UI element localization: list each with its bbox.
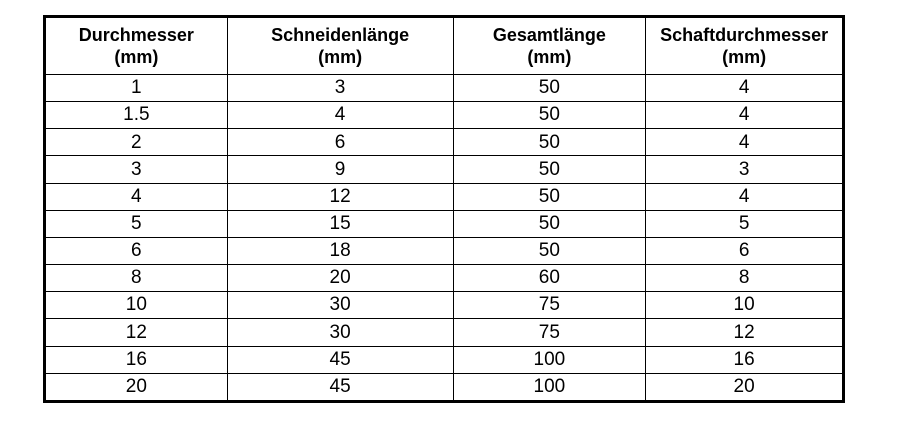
table-row bbox=[45, 183, 844, 210]
cell-total-length: 100 bbox=[453, 346, 646, 373]
cell-diameter: 2 bbox=[45, 129, 228, 156]
cell-diameter: 1 bbox=[45, 75, 228, 102]
table-row bbox=[45, 102, 844, 129]
cell-total-length: 50 bbox=[453, 210, 646, 237]
cell-cutting-length: 4 bbox=[227, 102, 453, 129]
cell-shank-diameter: 16 bbox=[646, 346, 844, 373]
cell-shank-diameter: 8 bbox=[646, 265, 844, 292]
cell-cutting-length: 30 bbox=[227, 319, 453, 346]
header-cutting-length-label: Schneidenlänge bbox=[271, 24, 410, 45]
cell-cutting-length: 15 bbox=[227, 210, 453, 237]
cell-total-length: 50 bbox=[453, 102, 646, 129]
cell-diameter: 8 bbox=[45, 265, 228, 292]
cell-shank-diameter: 4 bbox=[646, 102, 844, 129]
cell-total-length: 100 bbox=[453, 373, 646, 401]
cell-cutting-length: 30 bbox=[227, 292, 453, 319]
cell-total-length: 50 bbox=[453, 156, 646, 183]
cell-cutting-length: 9 bbox=[227, 156, 453, 183]
header-diameter-label: Durchmesser bbox=[78, 24, 194, 45]
table-row bbox=[45, 237, 844, 264]
header-shank-diameter-label: Schaftdurchmesser bbox=[660, 24, 829, 45]
table-row bbox=[45, 75, 844, 102]
cell-shank-diameter: 10 bbox=[646, 292, 844, 319]
table-row bbox=[45, 292, 844, 319]
table-row bbox=[45, 265, 844, 292]
header-diameter-unit: (mm) bbox=[114, 47, 159, 67]
cell-total-length: 50 bbox=[453, 237, 646, 264]
header-shank-diameter bbox=[646, 17, 844, 75]
cell-shank-diameter: 4 bbox=[646, 129, 844, 156]
header-diameter bbox=[45, 17, 228, 75]
table-row bbox=[45, 210, 844, 237]
cell-diameter: 16 bbox=[45, 346, 228, 373]
cell-diameter: 20 bbox=[45, 373, 228, 401]
cell-diameter: 10 bbox=[45, 292, 228, 319]
specification-table bbox=[43, 15, 845, 403]
cell-shank-diameter: 4 bbox=[646, 75, 844, 102]
header-total-length-label: Gesamtlänge bbox=[492, 24, 606, 45]
cell-shank-diameter: 6 bbox=[646, 237, 844, 264]
cell-shank-diameter: 5 bbox=[646, 210, 844, 237]
cell-cutting-length: 20 bbox=[227, 265, 453, 292]
cell-total-length: 60 bbox=[453, 265, 646, 292]
cell-cutting-length: 6 bbox=[227, 129, 453, 156]
header-row bbox=[45, 17, 844, 75]
cell-total-length: 75 bbox=[453, 292, 646, 319]
cell-shank-diameter: 20 bbox=[646, 373, 844, 401]
cell-diameter: 1.5 bbox=[45, 102, 228, 129]
header-cutting-length-unit: (mm) bbox=[318, 47, 363, 67]
cell-cutting-length: 18 bbox=[227, 237, 453, 264]
cell-total-length: 50 bbox=[453, 183, 646, 210]
cell-diameter: 12 bbox=[45, 319, 228, 346]
cell-total-length: 50 bbox=[453, 129, 646, 156]
cell-diameter: 3 bbox=[45, 156, 228, 183]
table-row bbox=[45, 373, 844, 401]
table-row bbox=[45, 129, 844, 156]
header-shank-diameter-unit: (mm) bbox=[722, 47, 767, 67]
cell-cutting-length: 12 bbox=[227, 183, 453, 210]
table-row bbox=[45, 156, 844, 183]
header-total-length bbox=[453, 17, 646, 75]
table-row bbox=[45, 346, 844, 373]
header-total-length-unit: (mm) bbox=[527, 47, 572, 67]
cell-diameter: 6 bbox=[45, 237, 228, 264]
cell-shank-diameter: 12 bbox=[646, 319, 844, 346]
cell-cutting-length: 3 bbox=[227, 75, 453, 102]
cell-total-length: 75 bbox=[453, 319, 646, 346]
cell-diameter: 4 bbox=[45, 183, 228, 210]
header-cutting-length bbox=[227, 17, 453, 75]
table-row bbox=[45, 319, 844, 346]
cell-cutting-length: 45 bbox=[227, 346, 453, 373]
cell-shank-diameter: 4 bbox=[646, 183, 844, 210]
cell-cutting-length: 45 bbox=[227, 373, 453, 401]
cell-shank-diameter: 3 bbox=[646, 156, 844, 183]
cell-total-length: 50 bbox=[453, 75, 646, 102]
cell-diameter: 5 bbox=[45, 210, 228, 237]
